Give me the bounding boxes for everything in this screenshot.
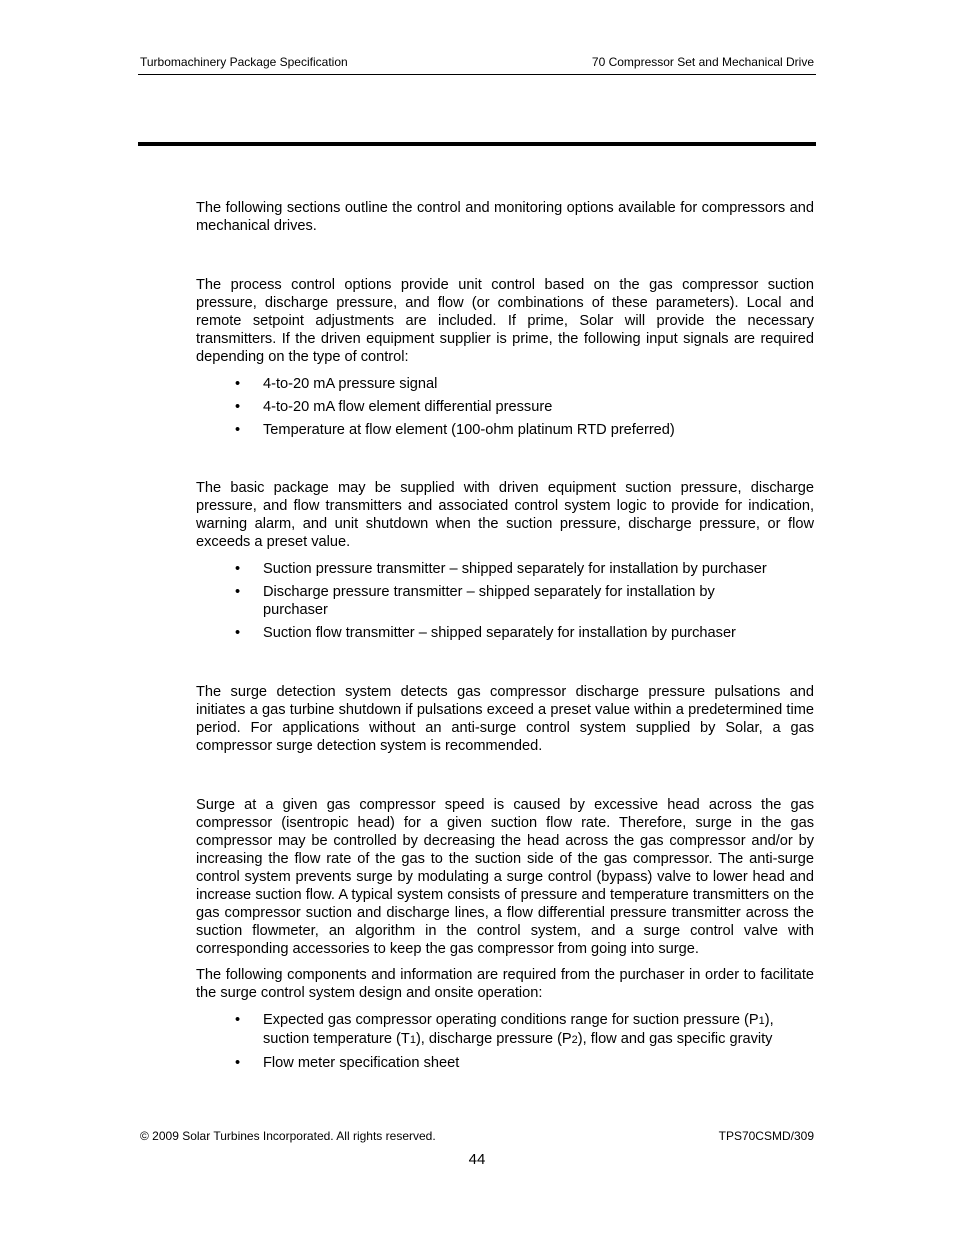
surge-detection-section: [196, 683, 814, 755]
list-item: • 4-to-20 mA flow element differential pressure: [196, 398, 814, 416]
list-item: • Suction pressure transmitter – shipped separately for installation by purchaser: [196, 560, 814, 578]
intro-section: [196, 199, 814, 235]
surge-detection-paragraph: The surge detection system detects gas compressor discharge pressure pulsations and initiates a gas turbine shutdown if pulsations exceed a preset value within a predetermined time period. For applications without an anti-surge control system supplied by Solar, a gas compressor surge detection system is recommended.: [196, 684, 814, 754]
header-right: 70 Compressor Set and Mechanical Drive: [591, 55, 814, 69]
list-item: • Temperature at flow element (100-ohm platinum RTD preferred): [196, 421, 814, 439]
list-item: • Flow meter specification sheet: [196, 1054, 814, 1072]
page-number: 44: [468, 1151, 486, 1168]
process-control-section: [196, 276, 814, 439]
basic-package-section: [196, 479, 814, 642]
purchaser-requirements-list: [196, 1011, 814, 1072]
footer-doc-id: TPS70CSMD/309: [718, 1129, 814, 1143]
list-item: • 4-to-20 mA pressure signal: [196, 375, 814, 393]
intro-paragraph: The following sections outline the control and monitoring options available for compressors and mechanical drives.: [196, 200, 814, 234]
list-item: • Suction flow transmitter – shipped separately for installation by purchaser: [196, 624, 814, 642]
process-control-paragraph: The process control options provide unit control based on the gas compressor suction pressure, discharge pressure, and flow (or combinations of these parameters). Local and remote setpoint adjustments are included. If prime, Solar will provide the necessary transmitters. If the driven equipment supplier is prime, the following input signals are required depending on the type of control:: [196, 277, 814, 365]
purchaser-requirements-paragraph: The following components and information are required from the purchaser in order to facilitate the surge control system design and onsite operation:: [196, 967, 814, 1001]
list-item: • Expected gas compressor operating conditions range for suction pressure (P1), suction temperature (T1), discharge pressure (P2), flow and gas specific gravity: [196, 1011, 814, 1049]
section-rule: [138, 142, 816, 146]
basic-package-list: [196, 560, 814, 642]
footer-copyright: © 2009 Solar Turbines Incorporated. All rights reserved.: [140, 1129, 436, 1143]
list-item: • Discharge pressure transmitter – shipped separately for installation by purchaser: [196, 583, 814, 619]
header-left: Turbomachinery Package Specification: [140, 55, 348, 69]
anti-surge-section: [196, 796, 814, 1072]
process-control-list: [196, 375, 814, 439]
header-rule: [138, 74, 816, 75]
anti-surge-paragraph: Surge at a given gas compressor speed is caused by excessive head across the gas compressor (isentropic head) for a given suction flow rate. Therefore, surge in the gas compressor may be controlled by decreasing the head across the gas compressor and/or by increasing the flow rate of the gas to the suction side of the gas compressor. The anti-surge control system prevents surge by modulating a surge control (bypass) valve to lower head and increase suction flow. A typical system consists of pressure and temperature transmitters on the gas compressor suction and discharge lines, a flow differential pressure transmitter across the suction flowmeter, an algorithm in the control system, and a surge control valve with corresponding accessories to keep the gas compressor from going into surge.: [196, 797, 814, 957]
basic-package-paragraph: The basic package may be supplied with driven equipment suction pressure, discharge pressure, and flow transmitters and associated control system logic to provide for indication, warning alarm, and unit shutdown when the suction pressure, discharge pressure, or flow exceeds a preset value.: [196, 480, 814, 550]
